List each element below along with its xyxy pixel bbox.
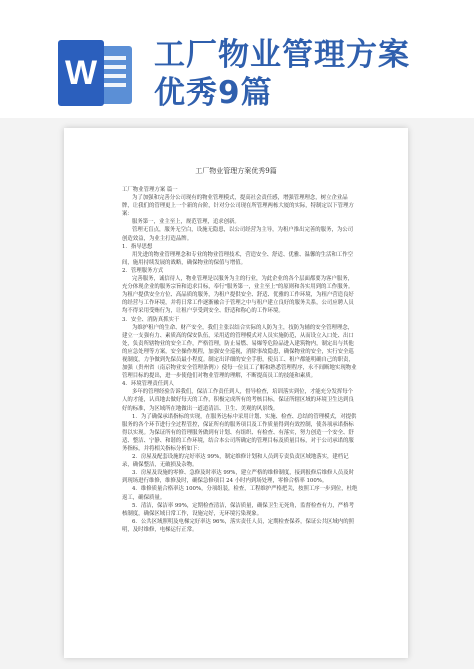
page-title <box>154 36 410 112</box>
section-heading: 4．环境管理责任到人 <box>122 381 174 388</box>
paragraph: 2．房屋及配套设施的完好率达 99%，制定维修计划和人员到专责负责区域地落实，建档记录，确保整洁，无破损及杂物。 <box>122 454 349 469</box>
section-heading: 1．指导思想 <box>122 243 153 250</box>
paragraph: 1．为了确保承诺指标的实现，在服务达标中采用计划、实施、检查、总结的管理模式，对提供服务的各个环节进行全过程管控，保证所有的服务项目及工作质量得到有效控制，使各项承诺指标得以实现。为保证所有的管理服务做到有计划、有组织、有检查、有落实，努力创造一个安全、舒适、整洁、宁静、和谐的工作环境，结合本公司所确定的管理目标及质量目标，对于公司承诺的服务指标，并将相关指标分析如下： <box>122 413 357 452</box>
paragraph: 用先进的物业管理理念和专业的物业管理技术，营造安全、舒适、优雅、温馨的生活和工作空间，施用持续发展的战略，确保物业的保值与增值。 <box>122 251 354 266</box>
header-banner <box>0 0 474 118</box>
paragraph: 5．清洁，保洁率 99%，定期检查清洁，保洁质量，确保卫生无死角，监督检查有力，严格考核制度，确保区域日常工作，设施完好，无环境污染现象。 <box>122 502 354 517</box>
paragraph: 服务第一，业主至上，规范管理，追求创新。 <box>132 219 240 226</box>
paragraph: 管理无盲点，服务无空白，设施无隐患，以公司经营为主导，为租户推出完善的服务，为公司创造效益，为业主打造品牌。 <box>122 227 354 242</box>
word-document-icon <box>58 40 134 106</box>
paragraph: 为了加强和完善分公司现有的物业管理模式，提高社会责任感，增强管理理念，树立企业品牌，让我们的管理更上一个新的台阶，针对分公司现在所管理两栋大厦的实际，特制定以下管理方案： <box>122 195 354 218</box>
page-title-line1: 工厂物业管理方案 <box>154 37 410 73</box>
paragraph: 4．维修质量合格率达 100%，分项组装，检查，工程维护严格把关，按照工序一步到位，杜绝返工，确保质量。 <box>122 486 358 501</box>
page-title-line2: 优秀9篇 <box>154 75 273 111</box>
paragraph: 为维护租户的生命、财产安全，我们主张以结合实际的人防为主，技防为辅的安全管理理念，建立一支强有力、素质高的保安队伍，采用适的管理模式对人员实施防范，从而设立入口处、出口处，负责所辖物业的安全工作，严格管理，防止易燃、易爆等危险品进入建筑物内，制定出与其他的应急处理等方案，安全操作规程，加强安全巡视，消除事故隐患，确保物业的安全，实行安全巡视制度，力争做到先保员最小程度。制定出详细的安全手册，使员工、租户都能明确自己的职责，加强（贵州省（南京物业安全管理条例））使每一位员工了解和熟悉管理程序，永不间断地实现物业管理目标的提出，进一步使他们对物业管理的理解，不断提高员工的技能和素质。 <box>122 324 357 380</box>
paragraph: 3．房屋及设施的零修、急修及时率达 99%，建立严格的维修制度，接到报修后维修人员及时到现场进行维修，维修及时，确保急修项目 24 小时内到场处理，零修合格率 100%。 <box>122 470 354 485</box>
word-icon-letter: W <box>58 40 104 106</box>
paragraph: 多年的管理经验告诉我们，保洁工作责任到人，督导检查，培训落实到位，才能充分发挥每个人的才能，认真地去做好每天的工作，积极完成所有的考核目标，保证所辖区域的环境卫生达到良好的标准，为区域所在地做出一道道清洁、卫生、美观的风景线。 <box>122 389 354 412</box>
document-body <box>122 186 358 534</box>
section-heading: 2．管理服务方式 <box>122 267 164 274</box>
document-title: 工厂物业管理方案优秀9篇 <box>195 167 277 175</box>
paragraph: 完善服务，诚信待人，物业管理是以服务为主的行业，为此企业的各个层面都要为客户服务，充分体现企业的服务宗旨和追求目标，奉行"服务第一，业主至上"的原则和各实用到的工作服务。为租户提供安全方位、高品质的服务，为租户提供安全、舒适、优雅的工作环境，为租户营造良好的经营与工作环境，并将日常工作逐渐融合于管理之中与租户建立良好的服务关系，公司应聘人员均不得采用受贿行为，让租户享受到安全、舒适和称心的工作环境。 <box>122 276 354 315</box>
document-page[interactable] <box>64 128 408 658</box>
section-heading: 工厂物业管理方案 篇一 <box>122 187 178 193</box>
paragraph: 6．公共区域照明及电梯完好率达 96%，落实责任人员，定期检查保养，保证公共区域内的照明，及时维修，电梯运行正常。 <box>122 518 354 533</box>
section-heading: 3．安全、消防真抓实干 <box>122 316 180 323</box>
